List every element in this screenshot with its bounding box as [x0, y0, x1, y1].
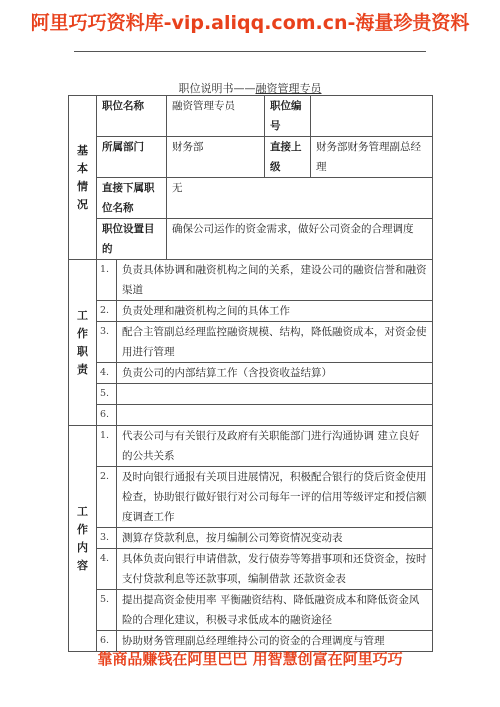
section-basic-char: 情 [77, 179, 88, 193]
section-duties-char: 责 [77, 362, 88, 376]
section-content-char: 容 [77, 558, 88, 572]
section-basic-char: 本 [77, 161, 88, 175]
duty-number: 2. [97, 301, 117, 322]
row-position-name [69, 96, 433, 137]
position-no-label: 职位编号 [265, 96, 311, 137]
content-number: 6. [97, 631, 117, 652]
content-text: 协助财务管理副总经理维持公司的资金的合理调度与管理 [117, 631, 433, 652]
section-basic-char: 况 [77, 197, 88, 211]
document-title-position: 融资管理专员 [255, 82, 322, 95]
section-duties-char: 职 [77, 344, 88, 358]
section-work-content [69, 426, 97, 652]
section-content-char: 作 [77, 522, 88, 536]
subordinate-value: 无 [167, 178, 433, 219]
section-duties [69, 260, 97, 426]
bottom-banner: 靠商品赚钱在阿里巴巴 用智慧创富在阿里巧巧 [97, 650, 403, 668]
duty-text: 配合主管副总经理监控融资规模、结构，降低融资成本，对资金使用进行管理 [117, 322, 433, 363]
superior-value: 财务部财务管理副总经理 [311, 137, 433, 178]
duty-number: 6. [97, 405, 117, 426]
duty-number: 4. [97, 363, 117, 384]
content-number: 4. [97, 549, 117, 590]
content-row [69, 528, 433, 549]
row-subordinate [69, 178, 433, 219]
superior-label: 直接上级 [265, 137, 311, 178]
section-content-char: 工 [77, 504, 88, 518]
content-text: 代表公司与有关银行及政府有关职能部门进行沟通协调 建立良好的公共关系 [117, 426, 433, 467]
duty-row [69, 363, 433, 384]
department-value: 财务部 [167, 137, 265, 178]
duty-text: 负责具体协调和融资机构之间的关系，建设公司的融资信誉和融资渠道 [117, 260, 433, 301]
subordinate-label: 直接下属职位名称 [97, 178, 167, 219]
content-number: 5. [97, 590, 117, 631]
position-no-value [311, 96, 433, 137]
section-basic-info [69, 96, 97, 260]
section-duties-char: 作 [77, 326, 88, 340]
duty-number: 5. [97, 384, 117, 405]
duty-text: 负责处理和融资机构之间的具体工作 [117, 301, 433, 322]
duty-row [69, 260, 433, 301]
content-row [69, 590, 433, 631]
duty-row [69, 322, 433, 363]
content-text: 测算存贷款利息，按月编制公司筹资情况变动表 [117, 528, 433, 549]
duty-text: 负责公司的内部结算工作（含投资收益结算） [117, 363, 433, 384]
position-name-label: 职位名称 [97, 96, 167, 137]
duty-text [117, 384, 433, 405]
row-purpose [69, 219, 433, 260]
document-title-prefix: 职位说明书—— [178, 82, 256, 95]
content-row [69, 549, 433, 590]
top-banner: 阿里巧巧资料库-vip.aliqq.com.cn-海量珍贵资料 [30, 12, 470, 34]
document-title [0, 80, 500, 96]
duty-row [69, 405, 433, 426]
position-name-value: 融资管理专员 [167, 96, 265, 137]
duty-row [69, 384, 433, 405]
content-number: 1. [97, 426, 117, 467]
purpose-label: 职位设置目的 [97, 219, 167, 260]
header-rule [74, 51, 426, 52]
content-text: 具体负责向银行申请借款，发行债券等筹措事项和还贷资金，按时支付贷款利息等还款事项，编制借款 还款资金表 [117, 549, 433, 590]
duty-text [117, 405, 433, 426]
content-text: 及时向银行通报有关项目进展情况，积极配合银行的贷后资金使用检查，协助银行做好银行对公司每年一评的信用等级评定和授信额度调查工作 [117, 467, 433, 528]
job-description-table [68, 95, 433, 652]
purpose-value: 确保公司运作的资金需求，做好公司资金的合理调度 [167, 219, 433, 260]
content-text: 提出提高资金使用率 平衡融资结构、降低融资成本和降低资金风险的合理化建议，积极寻求低成本的融资途径 [117, 590, 433, 631]
content-number: 2. [97, 467, 117, 528]
section-duties-char: 工 [77, 308, 88, 322]
department-label: 所属部门 [97, 137, 167, 178]
section-content-char: 内 [77, 540, 88, 554]
content-row [69, 426, 433, 467]
duty-number: 3. [97, 322, 117, 363]
row-department [69, 137, 433, 178]
duty-row [69, 301, 433, 322]
section-basic-char: 基 [77, 143, 88, 157]
content-row [69, 467, 433, 528]
duty-number: 1. [97, 260, 117, 301]
content-number: 3. [97, 528, 117, 549]
